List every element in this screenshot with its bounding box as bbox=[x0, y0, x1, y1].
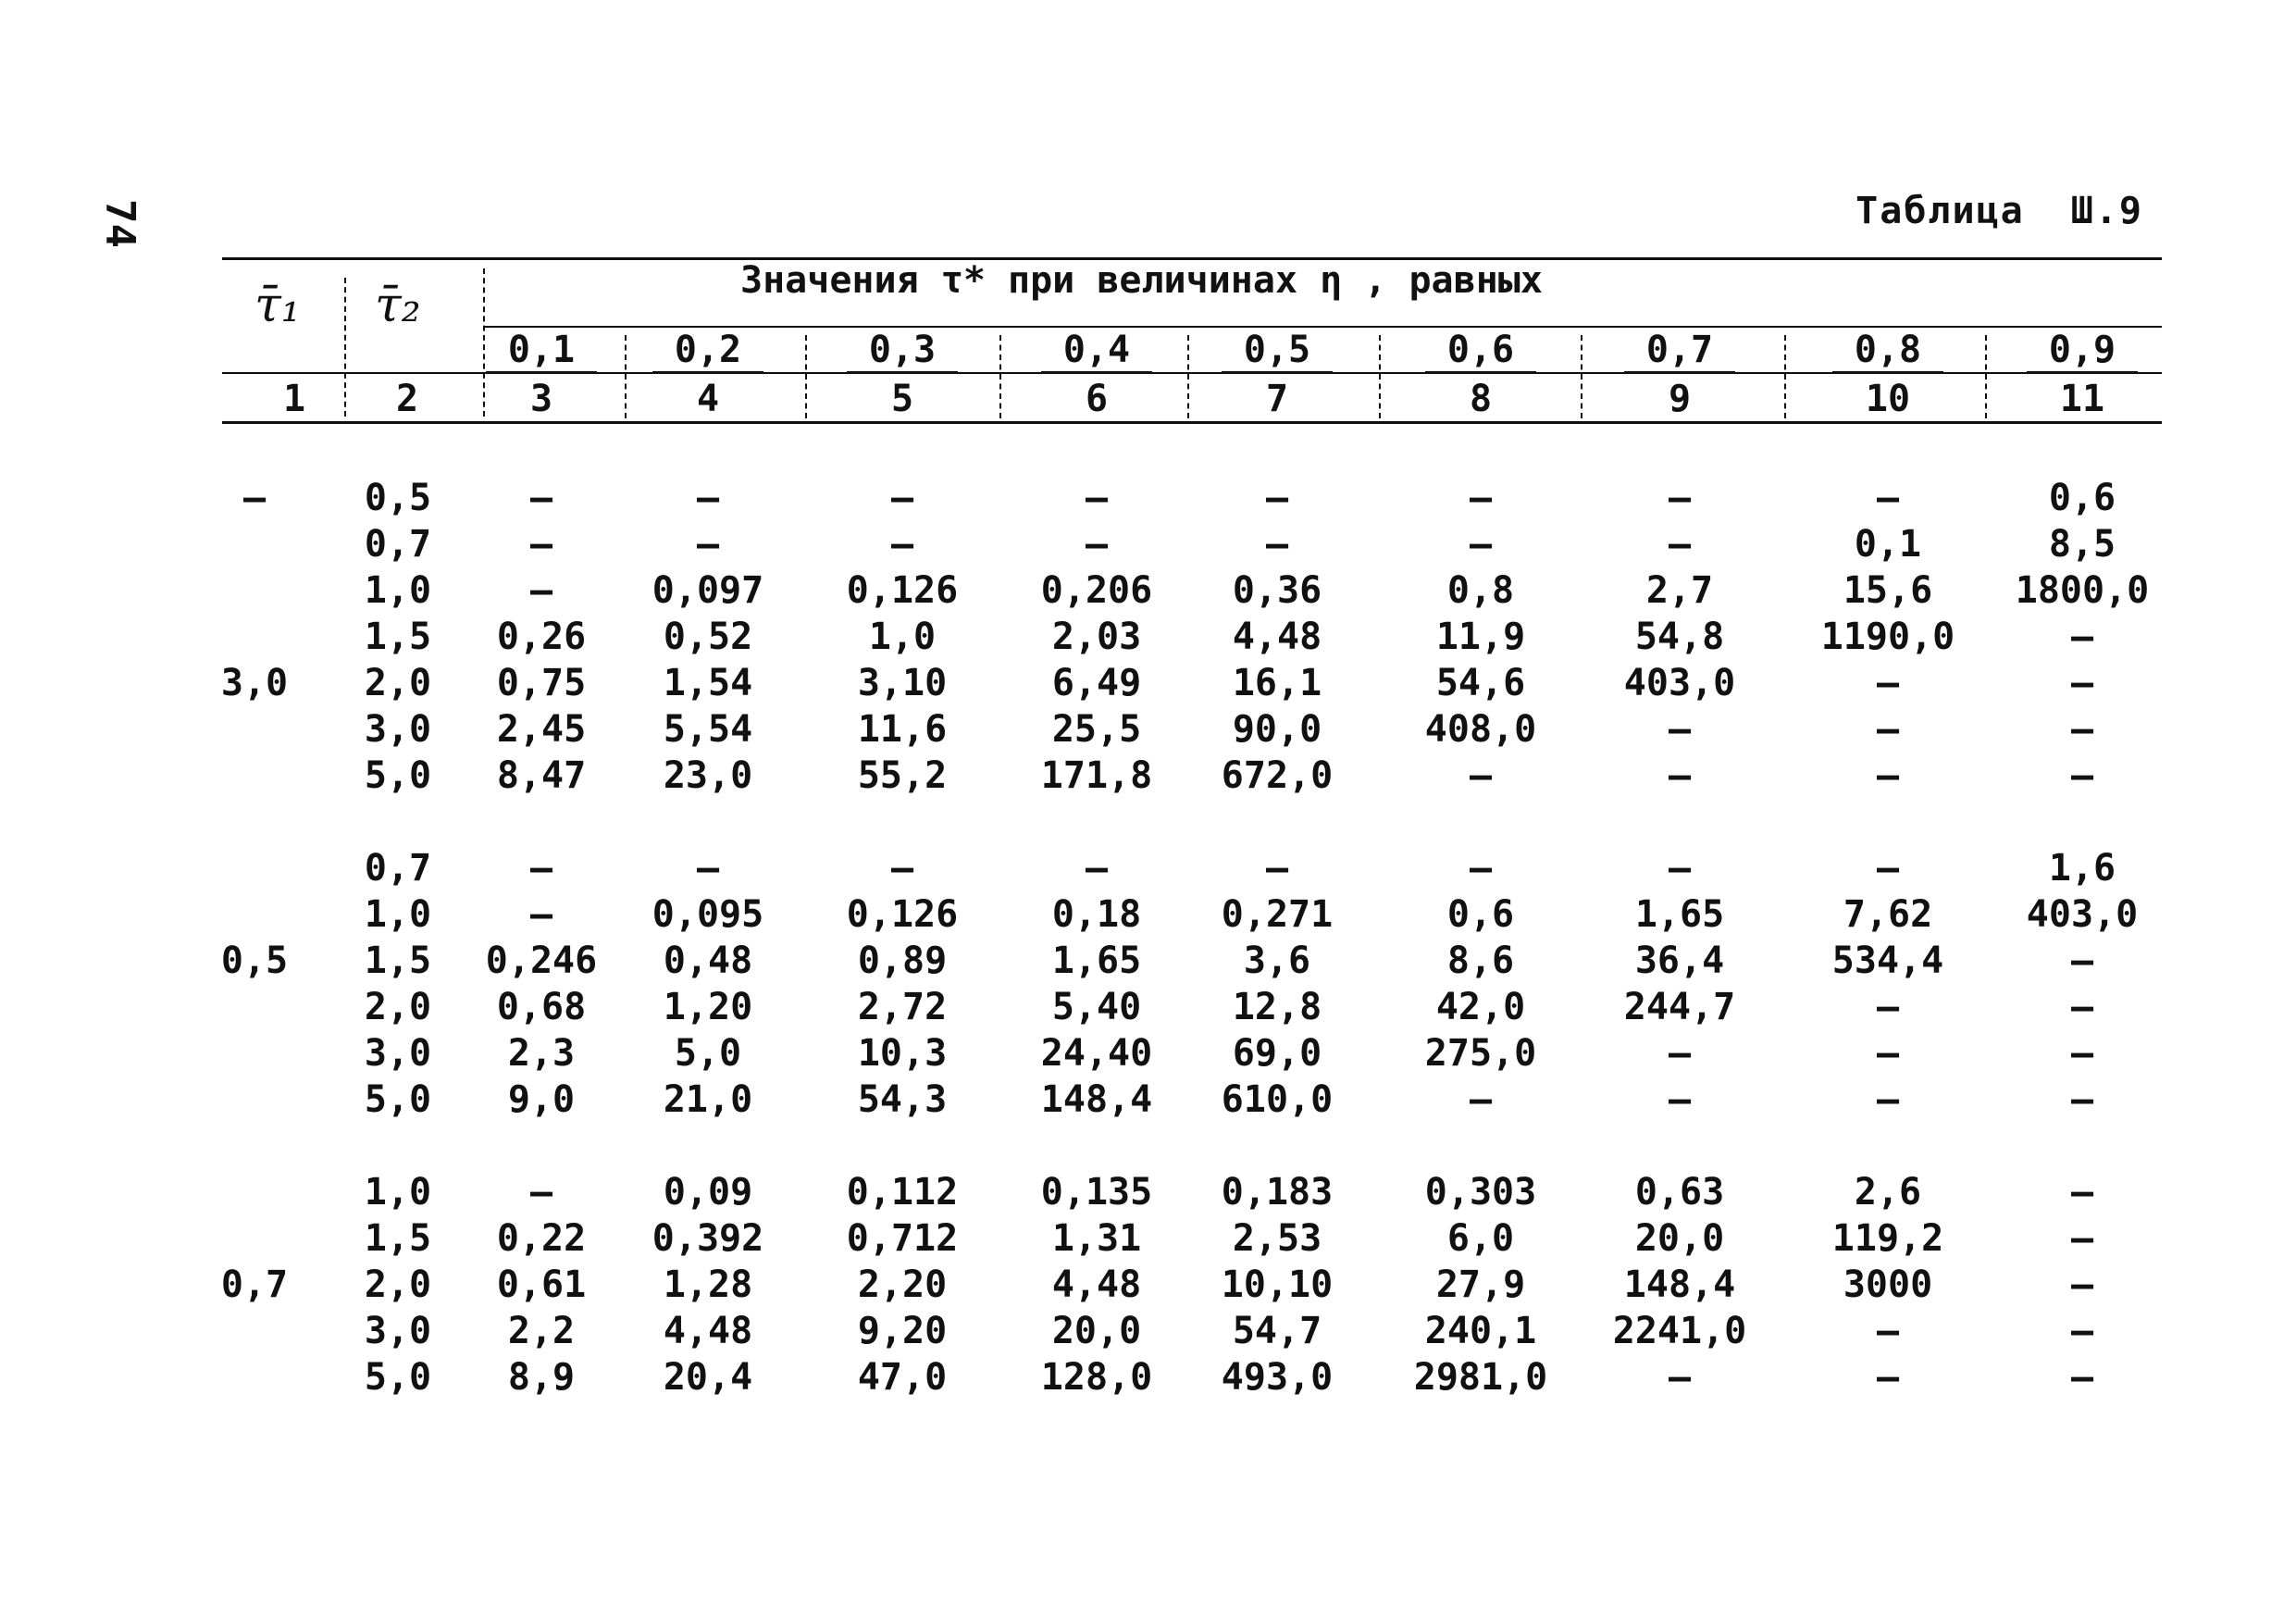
column-number-1: 1 bbox=[282, 378, 306, 420]
value-cell: – bbox=[2070, 708, 2094, 751]
eta-value-4: 0,4 bbox=[1041, 329, 1152, 374]
value-cell: 2,20 bbox=[857, 1263, 948, 1306]
value-cell: 0,61 bbox=[496, 1263, 587, 1306]
table-label: Таблица bbox=[1855, 190, 2025, 232]
value-cell: – bbox=[529, 523, 553, 566]
value-cell: 171,8 bbox=[1040, 754, 1153, 797]
eta-value-9: 0,9 bbox=[2027, 329, 2138, 374]
value-cell: 1,65 bbox=[1634, 893, 1725, 936]
value-cell: – bbox=[1668, 1032, 1692, 1075]
value-cell: – bbox=[529, 569, 553, 612]
tau2-cell: 1,0 bbox=[364, 569, 432, 612]
value-cell: 1,0 bbox=[868, 616, 937, 658]
value-cell: – bbox=[890, 523, 914, 566]
value-cell: – bbox=[1668, 754, 1692, 797]
value-cell: 6,49 bbox=[1051, 662, 1142, 704]
value-cell: – bbox=[1085, 477, 1109, 519]
value-cell: 47,0 bbox=[857, 1356, 948, 1399]
value-cell: 0,26 bbox=[496, 616, 587, 658]
value-cell: 20,0 bbox=[1051, 1310, 1142, 1352]
column-number-2: 2 bbox=[395, 378, 419, 420]
value-cell: 240,1 bbox=[1424, 1310, 1537, 1352]
value-cell: – bbox=[1469, 847, 1493, 890]
value-cell: 1,6 bbox=[2048, 847, 2116, 890]
eta-value-2: 0,2 bbox=[652, 329, 763, 374]
value-cell: 6,0 bbox=[1446, 1217, 1515, 1260]
value-cell: 2,3 bbox=[507, 1032, 576, 1075]
value-cell: 0,22 bbox=[496, 1217, 587, 1260]
eta-value-7: 0,7 bbox=[1624, 329, 1735, 374]
value-cell: 4,48 bbox=[1232, 616, 1322, 658]
tau2-cell: 2,0 bbox=[364, 986, 432, 1028]
value-cell: 12,8 bbox=[1232, 986, 1322, 1028]
value-cell: – bbox=[1265, 847, 1289, 890]
value-cell: 54,6 bbox=[1435, 662, 1526, 704]
value-cell: 0,097 bbox=[652, 569, 764, 612]
value-cell: – bbox=[529, 847, 553, 890]
value-cell: – bbox=[1876, 1310, 1900, 1352]
value-cell: 20,0 bbox=[1634, 1217, 1725, 1260]
value-cell: – bbox=[2070, 1310, 2094, 1352]
value-cell: 90,0 bbox=[1232, 708, 1322, 751]
value-cell: 408,0 bbox=[1424, 708, 1537, 751]
tau2-cell: 3,0 bbox=[364, 708, 432, 751]
value-cell: 1,65 bbox=[1051, 940, 1142, 982]
value-cell: – bbox=[1265, 523, 1289, 566]
tau2-cell: 2,0 bbox=[364, 662, 432, 704]
vsep bbox=[1581, 335, 1582, 418]
tau2-cell: 1,0 bbox=[364, 1171, 432, 1214]
column-number-10: 10 bbox=[1865, 378, 1911, 420]
value-cell: 8,47 bbox=[496, 754, 587, 797]
value-cell: – bbox=[1668, 708, 1692, 751]
value-cell: 55,2 bbox=[857, 754, 948, 797]
value-cell: – bbox=[1876, 1032, 1900, 1075]
group-title: Значения τ* при величинах η , равных bbox=[740, 259, 1543, 302]
eta-rule bbox=[483, 326, 2162, 328]
eta-value-3: 0,3 bbox=[847, 329, 958, 374]
value-cell: 69,0 bbox=[1232, 1032, 1322, 1075]
value-cell: 2,45 bbox=[496, 708, 587, 751]
value-cell: 0,18 bbox=[1051, 893, 1142, 936]
value-cell: 0,303 bbox=[1424, 1171, 1537, 1214]
value-cell: – bbox=[2070, 616, 2094, 658]
value-cell: – bbox=[1668, 1356, 1692, 1399]
value-cell: – bbox=[529, 477, 553, 519]
vsep bbox=[1784, 335, 1786, 418]
tau2-cell: 5,0 bbox=[364, 1078, 432, 1121]
value-cell: 148,4 bbox=[1040, 1078, 1153, 1121]
value-cell: 0,75 bbox=[496, 662, 587, 704]
value-cell: 2981,0 bbox=[1413, 1356, 1548, 1399]
value-cell: 11,9 bbox=[1435, 616, 1526, 658]
value-cell: 0,392 bbox=[652, 1217, 764, 1260]
value-cell: 0,68 bbox=[496, 986, 587, 1028]
value-cell: 0,09 bbox=[663, 1171, 753, 1214]
value-cell: 8,9 bbox=[507, 1356, 576, 1399]
value-cell: 0,246 bbox=[485, 940, 598, 982]
value-cell: 21,0 bbox=[663, 1078, 753, 1121]
value-cell: 0,8 bbox=[1446, 569, 1515, 612]
value-cell: – bbox=[1469, 754, 1493, 797]
value-cell: 2,53 bbox=[1232, 1217, 1322, 1260]
value-cell: 0,1 bbox=[1854, 523, 1922, 566]
value-cell: 2241,0 bbox=[1612, 1310, 1747, 1352]
value-cell: – bbox=[1668, 1078, 1692, 1121]
value-cell: – bbox=[529, 893, 553, 936]
column-number-5: 5 bbox=[890, 378, 914, 420]
value-cell: 610,0 bbox=[1221, 1078, 1334, 1121]
value-cell: – bbox=[2070, 754, 2094, 797]
value-cell: – bbox=[2070, 986, 2094, 1028]
value-cell: 9,20 bbox=[857, 1310, 948, 1352]
value-cell: 15,6 bbox=[1843, 569, 1933, 612]
value-cell: 493,0 bbox=[1221, 1356, 1334, 1399]
value-cell: 2,03 bbox=[1051, 616, 1142, 658]
value-cell: – bbox=[1085, 523, 1109, 566]
value-cell: 25,5 bbox=[1051, 708, 1142, 751]
value-cell: – bbox=[2070, 940, 2094, 982]
value-cell: 3000 bbox=[1843, 1263, 1933, 1306]
tau2-cell: 1,0 bbox=[364, 893, 432, 936]
tau1-header: τ̄₁ bbox=[254, 278, 301, 333]
value-cell: 0,89 bbox=[857, 940, 948, 982]
tau1-cell: 3,0 bbox=[220, 662, 289, 704]
value-cell: 1,54 bbox=[663, 662, 753, 704]
eta-value-5: 0,5 bbox=[1222, 329, 1333, 374]
value-cell: 2,6 bbox=[1854, 1171, 1922, 1214]
vsep bbox=[483, 268, 485, 417]
tau1-cell: 0,5 bbox=[220, 940, 289, 982]
value-cell: – bbox=[696, 847, 720, 890]
value-cell: 20,4 bbox=[663, 1356, 753, 1399]
value-cell: 0,712 bbox=[846, 1217, 959, 1260]
value-cell: 3,6 bbox=[1243, 940, 1311, 982]
value-cell: – bbox=[2070, 1171, 2094, 1214]
value-cell: – bbox=[1668, 523, 1692, 566]
tau2-cell: 3,0 bbox=[364, 1032, 432, 1075]
column-number-3: 3 bbox=[529, 378, 553, 420]
value-cell: 3,10 bbox=[857, 662, 948, 704]
value-cell: – bbox=[1876, 662, 1900, 704]
vsep bbox=[1985, 335, 1987, 418]
value-cell: 534,4 bbox=[1831, 940, 1944, 982]
value-cell: 9,0 bbox=[507, 1078, 576, 1121]
value-cell: 54,7 bbox=[1232, 1310, 1322, 1352]
eta-value-1: 0,1 bbox=[486, 329, 597, 374]
tau2-cell: 1,5 bbox=[364, 940, 432, 982]
value-cell: 24,40 bbox=[1040, 1032, 1153, 1075]
column-number-11: 11 bbox=[2059, 378, 2105, 420]
value-cell: 27,9 bbox=[1435, 1263, 1526, 1306]
tau2-cell: 0,7 bbox=[364, 523, 432, 566]
vsep bbox=[1379, 335, 1381, 418]
value-cell: 1,31 bbox=[1051, 1217, 1142, 1260]
value-cell: 0,112 bbox=[846, 1171, 959, 1214]
tau2-cell: 5,0 bbox=[364, 754, 432, 797]
value-cell: 1,20 bbox=[663, 986, 753, 1028]
value-cell: 36,4 bbox=[1634, 940, 1725, 982]
value-cell: 2,2 bbox=[507, 1310, 576, 1352]
value-cell: 8,6 bbox=[1446, 940, 1515, 982]
value-cell: 0,126 bbox=[846, 569, 959, 612]
table-title bbox=[1855, 190, 2143, 232]
value-cell: 0,183 bbox=[1221, 1171, 1334, 1214]
value-cell: 1,28 bbox=[663, 1263, 753, 1306]
column-number-6: 6 bbox=[1085, 378, 1109, 420]
value-cell: 0,271 bbox=[1221, 893, 1334, 936]
value-cell: 5,54 bbox=[663, 708, 753, 751]
page-number: 74 bbox=[96, 199, 143, 248]
column-number-8: 8 bbox=[1469, 378, 1493, 420]
value-cell: – bbox=[890, 847, 914, 890]
value-cell: 54,3 bbox=[857, 1078, 948, 1121]
tau2-cell: 2,0 bbox=[364, 1263, 432, 1306]
value-cell: 0,6 bbox=[1446, 893, 1515, 936]
value-cell: 5,0 bbox=[674, 1032, 742, 1075]
value-cell: – bbox=[696, 523, 720, 566]
value-cell: 0,63 bbox=[1634, 1171, 1725, 1214]
vsep bbox=[999, 335, 1001, 418]
value-cell: – bbox=[1876, 847, 1900, 890]
eta-value-8: 0,8 bbox=[1832, 329, 1943, 374]
tau2-cell: 1,5 bbox=[364, 1217, 432, 1260]
value-cell: 0,48 bbox=[663, 940, 753, 982]
value-cell: 119,2 bbox=[1831, 1217, 1944, 1260]
value-cell: 244,7 bbox=[1623, 986, 1736, 1028]
value-cell: – bbox=[1876, 477, 1900, 519]
vsep bbox=[805, 335, 807, 418]
tau2-cell: 1,5 bbox=[364, 616, 432, 658]
value-cell: 1800,0 bbox=[2015, 569, 2150, 612]
value-cell: 128,0 bbox=[1040, 1356, 1153, 1399]
value-cell: 2,72 bbox=[857, 986, 948, 1028]
tau2-cell: 3,0 bbox=[364, 1310, 432, 1352]
value-cell: 8,5 bbox=[2048, 523, 2116, 566]
tau2-cell: 5,0 bbox=[364, 1356, 432, 1399]
value-cell: – bbox=[1876, 986, 1900, 1028]
value-cell: – bbox=[2070, 1217, 2094, 1260]
value-cell: – bbox=[1469, 477, 1493, 519]
table-number: Ш.9 bbox=[2070, 190, 2143, 232]
value-cell: 42,0 bbox=[1435, 986, 1526, 1028]
value-cell: – bbox=[1085, 847, 1109, 890]
value-cell: 4,48 bbox=[663, 1310, 753, 1352]
value-cell: 0,206 bbox=[1040, 569, 1153, 612]
value-cell: 672,0 bbox=[1221, 754, 1334, 797]
value-cell: 23,0 bbox=[663, 754, 753, 797]
value-cell: 11,6 bbox=[857, 708, 948, 751]
value-cell: 0,095 bbox=[652, 893, 764, 936]
value-cell: – bbox=[1876, 754, 1900, 797]
value-cell: 4,48 bbox=[1051, 1263, 1142, 1306]
value-cell: 403,0 bbox=[1623, 662, 1736, 704]
eta-value-6: 0,6 bbox=[1425, 329, 1536, 374]
tau1-cell: 0,7 bbox=[220, 1263, 289, 1306]
value-cell: – bbox=[2070, 1078, 2094, 1121]
value-cell: 275,0 bbox=[1424, 1032, 1537, 1075]
value-cell: – bbox=[890, 477, 914, 519]
value-cell: – bbox=[2070, 1032, 2094, 1075]
tau2-header: τ̄₂ bbox=[375, 278, 421, 333]
value-cell: – bbox=[1876, 708, 1900, 751]
column-number-4: 4 bbox=[696, 378, 720, 420]
tau2-cell: 0,5 bbox=[364, 477, 432, 519]
value-cell: 148,4 bbox=[1623, 1263, 1736, 1306]
value-cell: – bbox=[1876, 1078, 1900, 1121]
vsep bbox=[625, 335, 627, 418]
value-cell: – bbox=[696, 477, 720, 519]
value-cell: – bbox=[2070, 1356, 2094, 1399]
value-cell: – bbox=[2070, 662, 2094, 704]
value-cell: – bbox=[1668, 477, 1692, 519]
value-cell: 0,36 bbox=[1232, 569, 1322, 612]
value-cell: – bbox=[529, 1171, 553, 1214]
value-cell: – bbox=[1469, 523, 1493, 566]
value-cell: 7,62 bbox=[1843, 893, 1933, 936]
value-cell: 0,126 bbox=[846, 893, 959, 936]
value-cell: 2,7 bbox=[1645, 569, 1714, 612]
value-cell: – bbox=[1469, 1078, 1493, 1121]
header-bottom-rule bbox=[222, 421, 2162, 424]
value-cell: – bbox=[2070, 1263, 2094, 1306]
value-cell: 1190,0 bbox=[1820, 616, 1955, 658]
vsep bbox=[1187, 335, 1189, 418]
column-number-9: 9 bbox=[1668, 378, 1692, 420]
value-cell: – bbox=[1265, 477, 1289, 519]
value-cell: – bbox=[1668, 847, 1692, 890]
tau2-cell: 0,7 bbox=[364, 847, 432, 890]
value-cell: 0,6 bbox=[2048, 477, 2116, 519]
value-cell: 0,135 bbox=[1040, 1171, 1153, 1214]
tau1-cell: – bbox=[242, 477, 267, 519]
value-cell: 10,10 bbox=[1221, 1263, 1334, 1306]
value-cell: 10,3 bbox=[857, 1032, 948, 1075]
value-cell: – bbox=[1876, 1356, 1900, 1399]
value-cell: 5,40 bbox=[1051, 986, 1142, 1028]
value-cell: 0,52 bbox=[663, 616, 753, 658]
value-cell: 403,0 bbox=[2026, 893, 2139, 936]
column-number-7: 7 bbox=[1265, 378, 1289, 420]
value-cell: 16,1 bbox=[1232, 662, 1322, 704]
value-cell: 54,8 bbox=[1634, 616, 1725, 658]
